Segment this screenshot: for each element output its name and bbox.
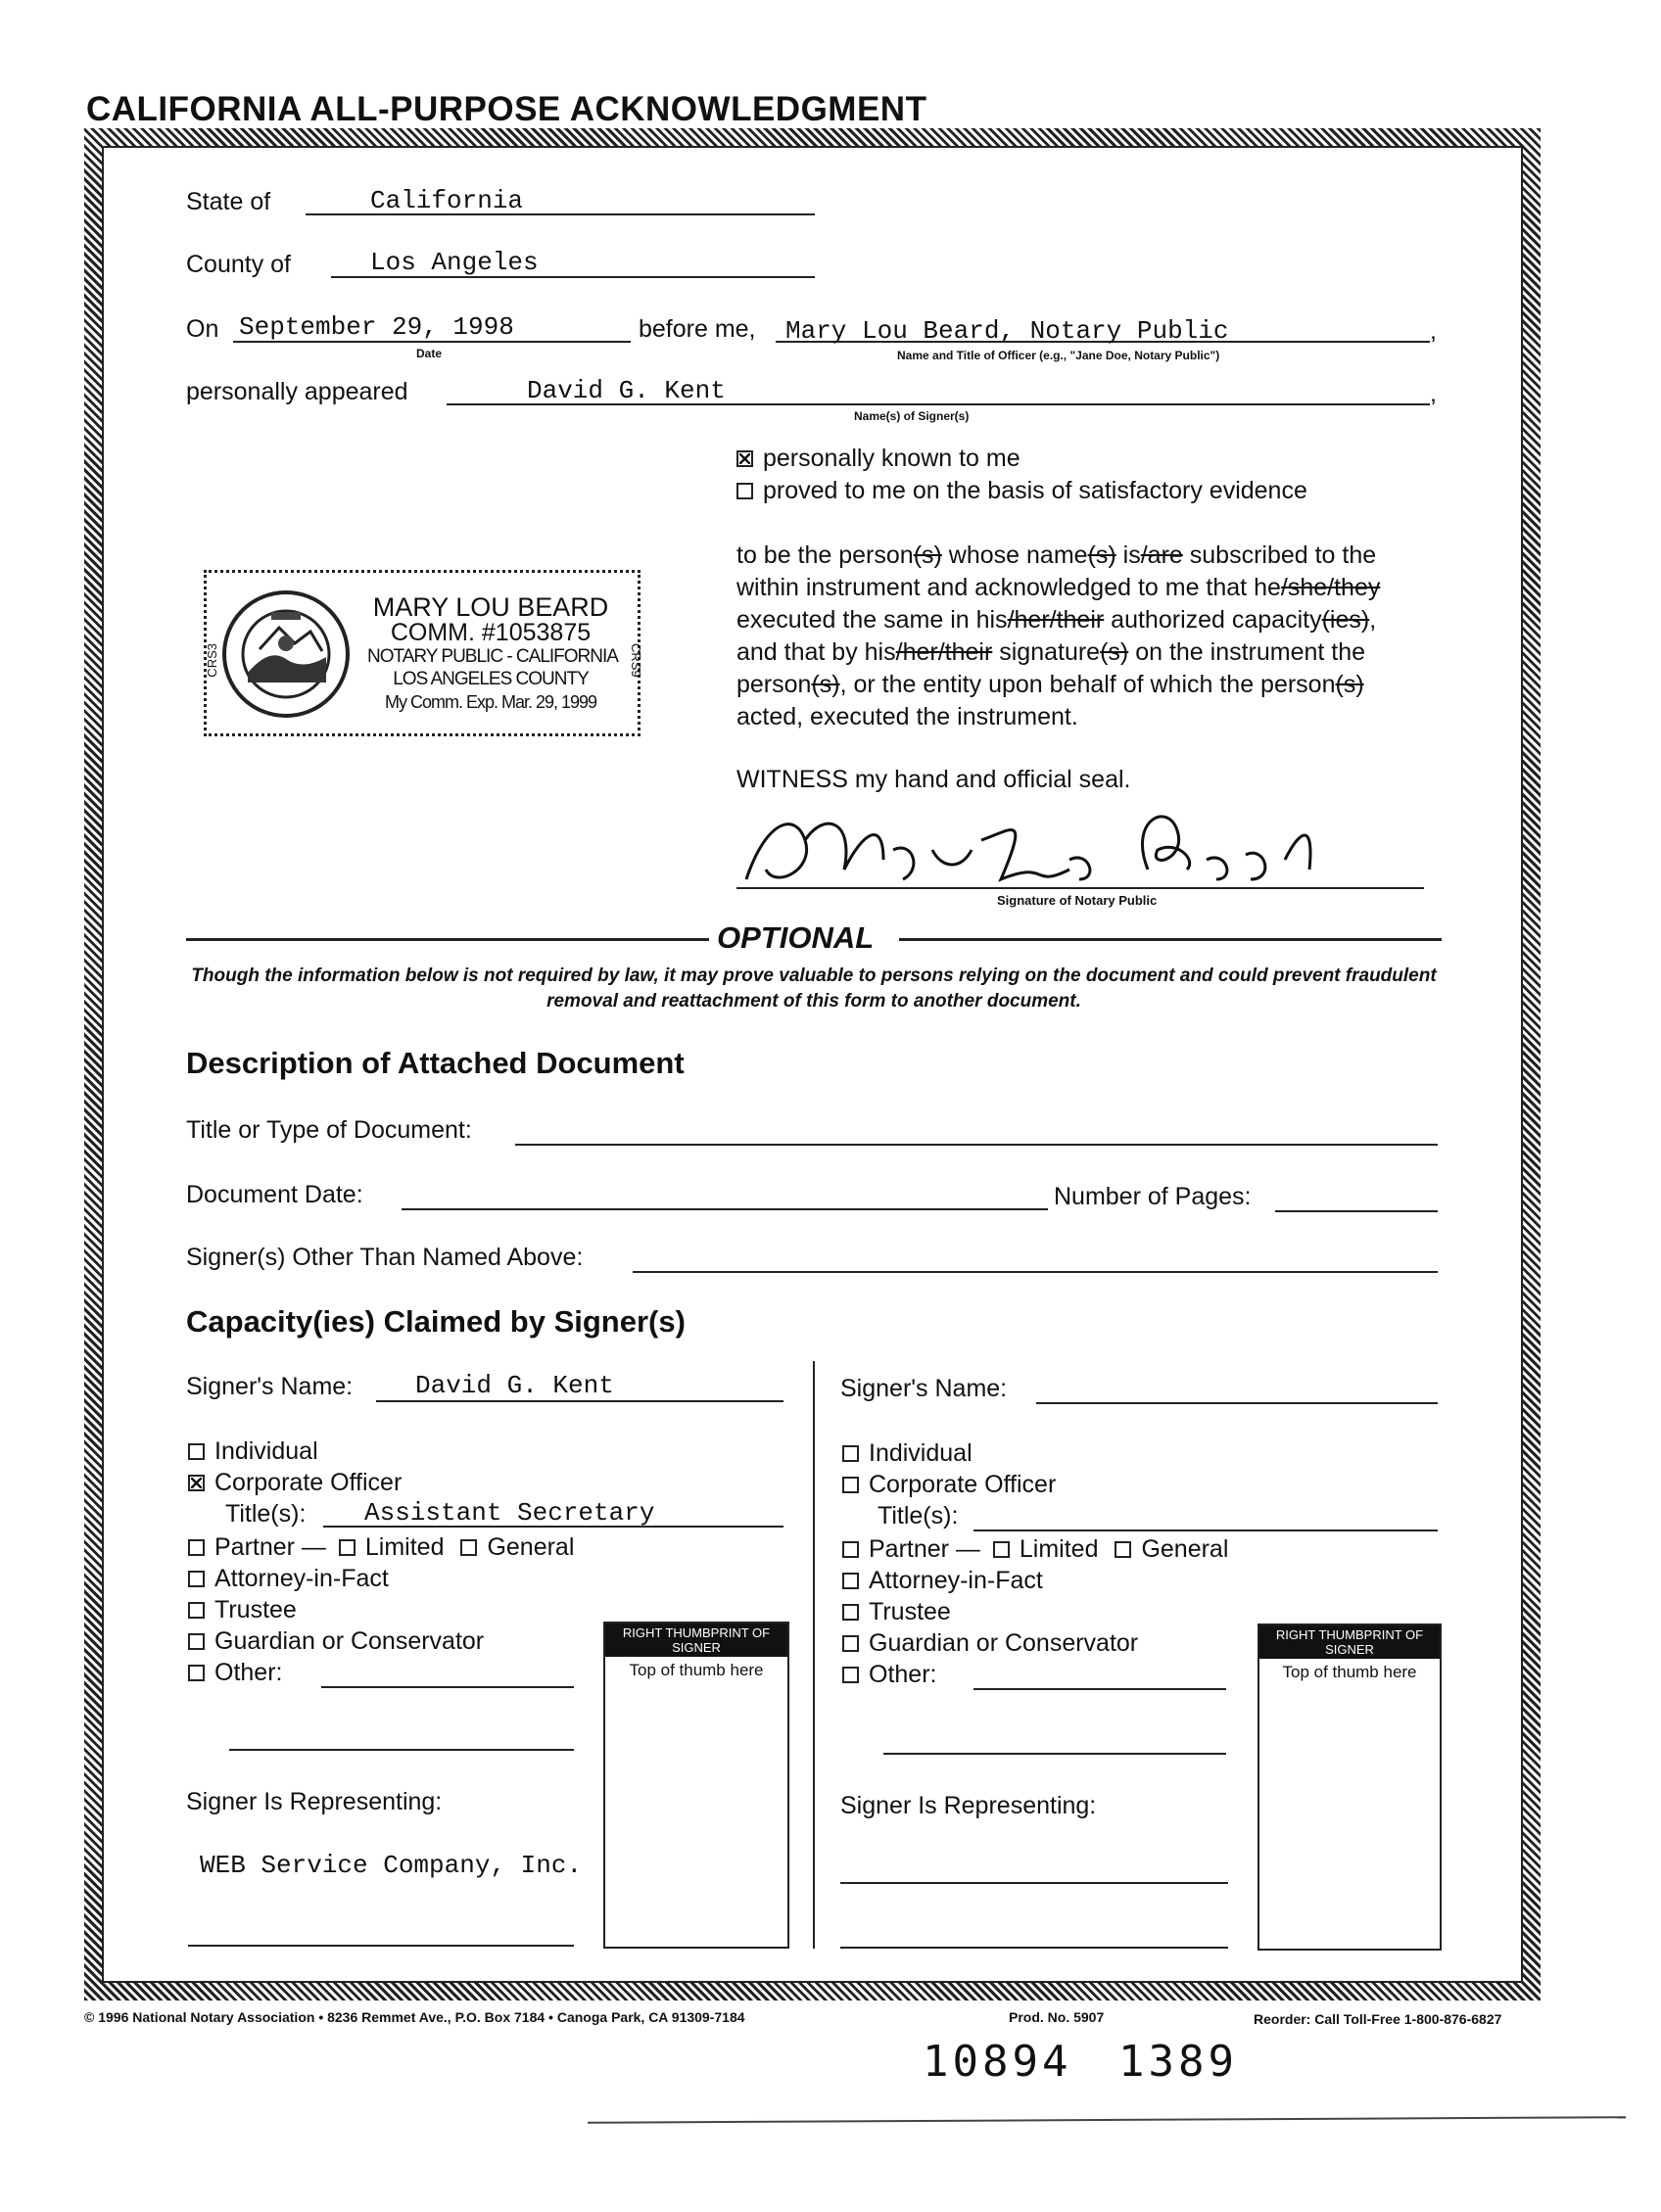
doc-date-input[interactable] [402,1208,1048,1210]
left-guardian-checkbox[interactable] [188,1633,205,1650]
left-representing-line [188,1945,574,1947]
signature-caption: Signature of Notary Public [997,893,1158,908]
seal-expiration: My Comm. Exp. Mar. 29, 1999 [384,692,597,712]
left-titles-value: Assistant Secretary [364,1498,655,1528]
other-signers-input[interactable] [633,1271,1438,1273]
right-signer-name-label: Signer's Name: [840,1375,1008,1402]
left-signer-name-label: Signer's Name: [186,1373,354,1400]
statement-line-5: person(s), or the entity upon behalf of which the person(s) [736,671,1364,698]
witness-text: WITNESS my hand and official seal. [736,766,1131,793]
right-thumb-heading: RIGHT THUMBPRINT OF SIGNER [1259,1625,1440,1659]
left-partner-option[interactable] [188,1533,574,1562]
left-individual-checkbox[interactable] [188,1443,205,1460]
right-other-option[interactable] [842,1661,936,1689]
signer-value: David G. Kent [527,376,726,405]
right-limited-checkbox[interactable] [993,1541,1010,1558]
optional-rule-left [186,938,709,941]
statement-line-2: within instrument and acknowledged to me that he/she/they [736,574,1381,601]
left-other-input[interactable] [321,1686,574,1688]
left-trustee-label: Trustee [214,1596,297,1624]
left-limited-checkbox[interactable] [339,1539,356,1556]
right-representing-input[interactable] [840,1882,1228,1884]
left-partner-checkbox[interactable] [188,1539,205,1556]
other-signers-label: Signer(s) Other Than Named Above: [186,1244,584,1271]
right-attorney-option[interactable] [842,1567,1043,1595]
signer-comma: , [1430,380,1437,407]
left-attorney-option[interactable] [188,1565,389,1593]
notary-seal-stamp [204,570,641,736]
left-general-checkbox[interactable] [460,1539,477,1556]
statement-line-4: and that by his/her/their signature(s) on the instrument the [736,638,1366,666]
form-title: CALIFORNIA ALL-PURPOSE ACKNOWLEDGMENT [86,90,927,128]
left-signer-name-line [376,1400,783,1402]
footer-reorder: Reorder: Call Toll-Free 1-800-876-6827 [1254,2011,1502,2027]
state-label: State of [186,188,271,215]
statement-line-1: to be the person(s) whose name(s) is/are subscribed to the [736,541,1377,569]
county-value: Los Angeles [370,248,539,277]
right-guardian-label: Guardian or Conservator [869,1629,1139,1657]
pages-label: Number of Pages: [1054,1183,1252,1210]
right-representing-label: Signer Is Representing: [840,1792,1097,1819]
left-other-checkbox[interactable] [188,1665,205,1681]
stamp-number-2: 1389 [1118,2037,1238,2087]
right-signer-name-input[interactable] [1036,1402,1438,1404]
state-value: California [370,186,524,215]
right-corporate-checkbox[interactable] [842,1477,859,1493]
date-caption: Date [416,347,443,360]
right-titles-input[interactable] [973,1530,1438,1531]
right-other-checkbox[interactable] [842,1667,859,1683]
right-trustee-label: Trustee [869,1598,951,1625]
right-individual-option[interactable] [842,1439,973,1468]
signer-caption: Name(s) of Signer(s) [854,409,970,423]
optional-heading: OPTIONAL [717,920,875,955]
right-guardian-checkbox[interactable] [842,1635,859,1652]
left-guardian-label: Guardian or Conservator [214,1627,485,1655]
left-attorney-checkbox[interactable] [188,1571,205,1587]
known-label: personally known to me [763,445,1020,472]
left-partner-label: Partner — [214,1533,326,1561]
known-checkbox[interactable] [736,450,753,467]
optional-note: Though the information below is not required by law, it may prove valuable to persons relying on the document and could prevent fraudulent removal and reattachment of this form to another document. [191,965,1437,1012]
officer-comma: , [1430,317,1437,345]
left-corporate-checkbox[interactable] [188,1475,205,1491]
left-trustee-option[interactable] [188,1596,297,1624]
left-individual-label: Individual [214,1437,318,1465]
signature-line [736,887,1424,889]
column-divider [813,1361,815,1949]
proved-checkbox[interactable] [736,483,753,499]
right-thumb-sub: Top of thumb here [1282,1663,1417,1681]
right-other-input[interactable] [973,1688,1226,1690]
doc-date-label: Document Date: [186,1181,363,1208]
left-other-label: Other: [214,1659,283,1686]
known-option[interactable] [736,445,1020,473]
right-limited-label: Limited [1019,1535,1099,1563]
left-representing-label: Signer Is Representing: [186,1788,443,1815]
right-general-checkbox[interactable] [1115,1541,1131,1558]
left-limited-label: Limited [364,1533,445,1561]
state-seal-icon [220,588,352,720]
right-other-label: Other: [869,1661,937,1688]
right-representing-input-2[interactable] [840,1947,1228,1949]
seal-county: LOS ANGELES COUNTY [393,669,589,689]
on-label: On [186,315,219,343]
right-guardian-option[interactable] [842,1629,1138,1658]
stamp-number-1: 10894 [923,2037,1072,2087]
scan-edge-line [588,2116,1626,2124]
seal-side-right: CRS9 [629,643,643,678]
seal-name: MARY LOU BEARD [372,592,609,622]
county-label: County of [186,251,292,278]
optional-rule-right [899,938,1442,941]
footer-copyright: © 1996 National Notary Association • 8236 Remmet Ave., P.O. Box 7184 • Canoga Park, CA 91309-7184 [84,2009,745,2025]
statement-line-3: executed the same in his/her/their authorized capacity(ies), [736,606,1377,634]
right-partner-option[interactable] [842,1535,1228,1564]
left-representing-value: WEB Service Company, Inc. [200,1851,583,1880]
acknowledgment-statement [736,540,1442,733]
left-titles-label: Title(s): [225,1500,307,1528]
right-titles-label: Title(s): [878,1502,959,1530]
left-corporate-option[interactable] [188,1469,402,1497]
right-trustee-checkbox[interactable] [842,1604,859,1621]
right-trustee-option[interactable] [842,1598,951,1626]
seal-side-left: CRS3 [205,643,219,678]
right-thumbprint-box [1258,1624,1442,1951]
left-other-option[interactable] [188,1659,282,1687]
left-corporate-label: Corporate Officer [214,1469,403,1496]
date-value: September 29, 1998 [239,312,514,342]
seal-comm: COMM. #1053875 [390,619,592,646]
officer-caption: Name and Title of Officer (e.g., "Jane Doe, Notary Public") [897,349,1220,362]
right-corporate-label: Corporate Officer [869,1471,1057,1498]
statement-line-6: acted, executed the instrument. [736,703,1078,730]
footer-prod: Prod. No. 5907 [1009,2009,1105,2025]
proved-option[interactable] [736,477,1307,505]
seal-notary: NOTARY PUBLIC - CALIFORNIA [367,646,618,667]
capacity-heading: Capacity(ies) Claimed by Signer(s) [186,1304,686,1339]
left-general-label: General [487,1533,575,1561]
appeared-label: personally appeared [186,378,408,405]
right-partner-label: Partner — [869,1535,980,1563]
right-corporate-option[interactable] [842,1471,1056,1499]
right-attorney-label: Attorney-in-Fact [869,1567,1043,1594]
officer-value: Mary Lou Beard, Notary Public [785,316,1229,346]
pages-input[interactable] [1275,1210,1438,1212]
right-individual-checkbox[interactable] [842,1445,859,1462]
before-me-label: before me, [639,315,756,343]
left-thumb-sub: Top of thumb here [629,1661,764,1679]
left-thumbprint-box [603,1622,789,1949]
right-individual-label: Individual [869,1439,973,1467]
left-individual-option[interactable] [188,1437,318,1466]
proved-label: proved to me on the basis of satisfactory evidence [763,477,1307,504]
left-attorney-label: Attorney-in-Fact [214,1565,389,1592]
doc-title-label: Title or Type of Document: [186,1116,472,1144]
description-heading: Description of Attached Document [186,1046,685,1080]
left-other-input-2[interactable] [229,1749,574,1751]
doc-title-input[interactable] [515,1144,1438,1146]
right-partner-checkbox[interactable] [842,1541,859,1558]
left-thumb-heading: RIGHT THUMBPRINT OF SIGNER [605,1624,787,1657]
right-other-input-2[interactable] [883,1753,1226,1755]
left-trustee-checkbox[interactable] [188,1602,205,1619]
left-guardian-option[interactable] [188,1627,484,1656]
right-attorney-checkbox[interactable] [842,1573,859,1589]
right-general-label: General [1141,1535,1229,1563]
left-signer-name-value: David G. Kent [415,1371,614,1400]
